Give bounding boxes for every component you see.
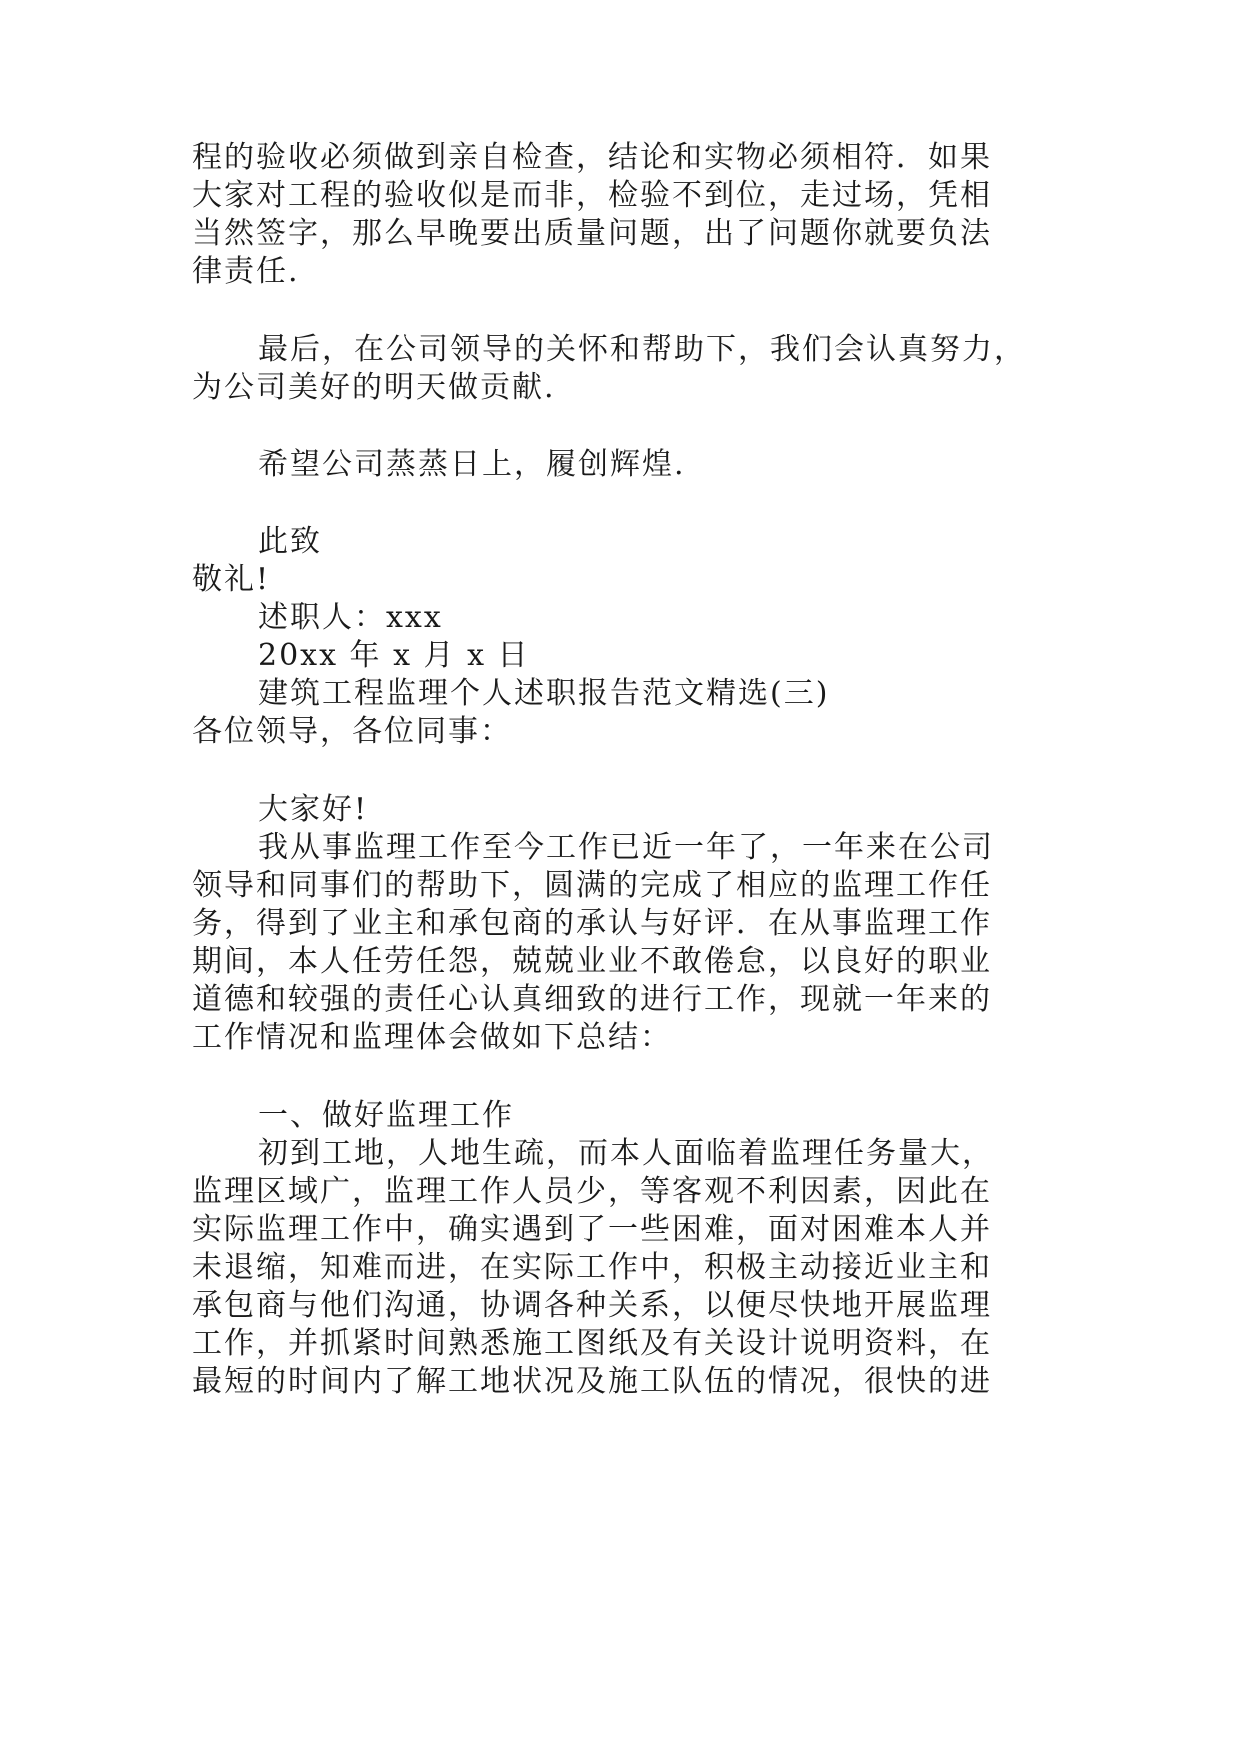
text-line: 实际监理工作中，确实遇到了一些困难，面对困难本人并	[192, 1212, 992, 1247]
text-line: 我从事监理工作至今工作已近一年了，一年来在公司	[258, 830, 994, 865]
text-line: 希望公司蒸蒸日上，履创辉煌.	[258, 447, 686, 482]
text-line: 监理区域广，监理工作人员少，等客观不利因素，因此在	[192, 1174, 992, 1209]
text-line: 务，得到了业主和承包商的承认与好评．在从事监理工作	[192, 906, 992, 941]
text-line: 领导和同事们的帮助下，圆满的完成了相应的监理工作任	[192, 868, 992, 903]
text-line: 初到工地，人地生疏，而本人面临着监理任务量大，	[258, 1136, 994, 1171]
text-line: 为公司美好的明天做贡献.	[192, 370, 556, 405]
text-line: 律责任.	[192, 254, 300, 289]
text-line: 此致	[258, 524, 322, 559]
text-line: 敬礼!	[192, 562, 271, 597]
text-line: 建筑工程监理个人述职报告范文精选(三)	[258, 676, 830, 711]
text-line: 期间，本人任劳任怨，兢兢业业不敢倦怠，以良好的职业	[192, 944, 992, 979]
text-line: 当然签字，那么早晚要出质量问题，出了问题你就要负法	[192, 216, 992, 251]
text-line: 承包商与他们沟通，协调各种关系，以便尽快地开展监理	[192, 1288, 992, 1323]
text-line: 工作情况和监理体会做如下总结：	[192, 1020, 672, 1055]
text-line: 大家好!	[258, 792, 369, 827]
text-line: 大家对工程的验收似是而非，检验不到位，走过场，凭相	[192, 178, 992, 213]
text-line: 未退缩，知难而进，在实际工作中，积极主动接近业主和	[192, 1250, 992, 1285]
text-line: 程的验收必须做到亲自检查，结论和实物必须相符．如果	[192, 140, 992, 175]
text-line: 最后，在公司领导的关怀和帮助下，我们会认真努力，	[258, 332, 1026, 367]
text-line: 道德和较强的责任心认真细致的进行工作，现就一年来的	[192, 982, 992, 1017]
text-line: 工作，并抓紧时间熟悉施工图纸及有关设计说明资料，在	[192, 1326, 992, 1361]
text-line: 各位领导，各位同事：	[192, 714, 512, 749]
section-heading: 一、做好监理工作	[258, 1098, 514, 1133]
text-line: 20xx 年 x 月 x 日	[258, 638, 530, 673]
text-line: 述职人：xxx	[258, 600, 443, 635]
text-line: 最短的时间内了解工地状况及施工队伍的情况，很快的进	[192, 1364, 992, 1399]
